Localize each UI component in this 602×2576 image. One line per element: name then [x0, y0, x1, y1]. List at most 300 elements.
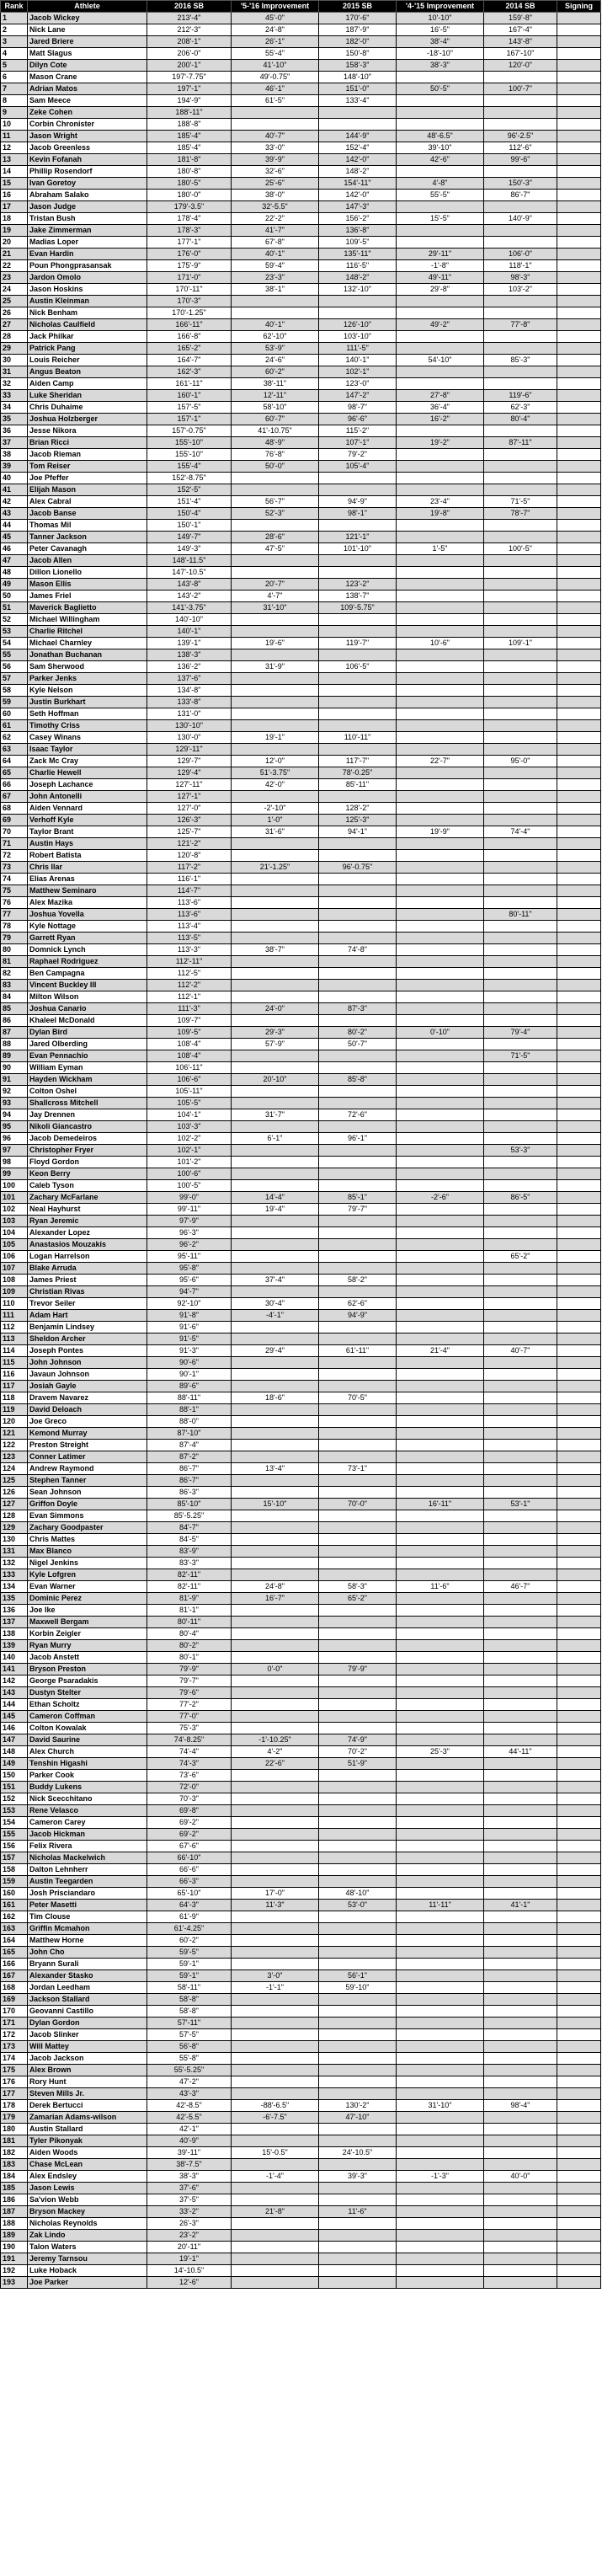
improvement-15-16-cell: 76'-8": [232, 449, 319, 461]
signing-cell: [557, 166, 601, 178]
signing-cell: [557, 1440, 601, 1451]
sb-2015-cell: [319, 1522, 397, 1534]
improvement-14-15-cell: 0'-10": [397, 1027, 484, 1039]
athlete-cell: Michael Charnley: [28, 638, 147, 649]
table-row: [1, 1923, 601, 1935]
improvement-15-16-cell: [232, 2006, 319, 2018]
col-header-athlete: Athlete: [28, 1, 147, 13]
sb-2014-cell: [484, 1098, 557, 1109]
improvement-15-16-cell: [232, 850, 319, 862]
athlete-cell: Bryson Mackey: [28, 2206, 147, 2218]
athlete-cell: Evan Warner: [28, 1581, 147, 1593]
improvement-15-16-cell: -1'-4": [232, 2171, 319, 2183]
rank-cell: 8: [1, 95, 28, 107]
rank-cell: 148: [1, 1746, 28, 1758]
sb-2014-cell: [484, 2065, 557, 2076]
sb-2016-cell: 77'-0": [147, 1711, 232, 1723]
improvement-15-16-cell: [232, 2194, 319, 2206]
rank-cell: 104: [1, 1227, 28, 1239]
athlete-cell: Alex Brown: [28, 2065, 147, 2076]
improvement-14-15-cell: [397, 2029, 484, 2041]
sb-2015-cell: 61'-11": [319, 1345, 397, 1357]
sb-2016-cell: 61'-4.25": [147, 1923, 232, 1935]
improvement-15-16-cell: [232, 520, 319, 532]
col-header-rank: Rank: [1, 1, 28, 13]
athlete-cell: Timothy Criss: [28, 720, 147, 732]
improvement-15-16-cell: -1'-1": [232, 1982, 319, 1994]
improvement-14-15-cell: [397, 1923, 484, 1935]
sb-2015-cell: [319, 2135, 397, 2147]
sb-2016-cell: 58'-8": [147, 2006, 232, 2018]
improvement-14-15-cell: 16'-11": [397, 1499, 484, 1510]
sb-2014-cell: [484, 1310, 557, 1322]
signing-cell: [557, 1581, 601, 1593]
athlete-cell: Joshua Yovella: [28, 909, 147, 921]
signing-cell: [557, 1923, 601, 1935]
table-row: [1, 543, 601, 555]
sb-2015-cell: [319, 909, 397, 921]
sb-2016-cell: 95'-6": [147, 1275, 232, 1286]
sb-2015-cell: 148'-10": [319, 72, 397, 83]
signing-cell: [557, 1003, 601, 1015]
sb-2016-cell: 130'-0": [147, 732, 232, 744]
improvement-14-15-cell: [397, 2088, 484, 2100]
sb-2014-cell: [484, 732, 557, 744]
sb-2015-cell: 119'-7": [319, 638, 397, 649]
table-row: [1, 567, 601, 579]
sb-2016-cell: 180'-0": [147, 190, 232, 201]
signing-cell: [557, 779, 601, 791]
sb-2015-cell: 48'-10": [319, 1888, 397, 1900]
improvement-15-16-cell: 67'-8": [232, 237, 319, 249]
improvement-15-16-cell: 61'-5": [232, 95, 319, 107]
sb-2015-cell: [319, 1263, 397, 1275]
table-row: [1, 1959, 601, 1970]
athlete-cell: Ryan Murry: [28, 1640, 147, 1652]
improvement-14-15-cell: [397, 425, 484, 437]
sb-2014-cell: [484, 1569, 557, 1581]
table-row: [1, 1782, 601, 1793]
sb-2014-cell: [484, 1617, 557, 1628]
sb-2015-cell: [319, 850, 397, 862]
table-row: [1, 2194, 601, 2206]
sb-2016-cell: 23'-2": [147, 2230, 232, 2242]
sb-2015-cell: 142'-0": [319, 154, 397, 166]
rank-cell: 52: [1, 614, 28, 626]
table-row: [1, 991, 601, 1003]
improvement-14-15-cell: 54'-10": [397, 355, 484, 366]
table-row: [1, 237, 601, 249]
sb-2016-cell: 91'-6": [147, 1322, 232, 1333]
improvement-15-16-cell: [232, 1699, 319, 1711]
signing-cell: [557, 956, 601, 968]
sb-2015-cell: 132'-10": [319, 284, 397, 296]
sb-2016-cell: 91'-3": [147, 1345, 232, 1357]
signing-cell: [557, 1510, 601, 1522]
improvement-15-16-cell: 31'-9": [232, 661, 319, 673]
table-row: [1, 2265, 601, 2277]
sb-2016-cell: 178'-4": [147, 213, 232, 225]
sb-2014-cell: 65'-2": [484, 1251, 557, 1263]
table-row: [1, 1581, 601, 1593]
athlete-cell: Tanner Jackson: [28, 532, 147, 543]
athlete-cell: Chris Mattes: [28, 1534, 147, 1546]
sb-2015-cell: [319, 119, 397, 131]
improvement-14-15-cell: 4'-8": [397, 178, 484, 190]
table-row: [1, 355, 601, 366]
signing-cell: [557, 1392, 601, 1404]
athlete-cell: Josh Prisciandaro: [28, 1888, 147, 1900]
improvement-14-15-cell: [397, 1451, 484, 1463]
table-row: [1, 1805, 601, 1817]
improvement-15-16-cell: 15'-10": [232, 1499, 319, 1510]
athlete-cell: Alex Church: [28, 1746, 147, 1758]
athlete-cell: Zeke Cohen: [28, 107, 147, 119]
improvement-15-16-cell: [232, 2029, 319, 2041]
rank-cell: 76: [1, 897, 28, 909]
improvement-15-16-cell: [232, 1876, 319, 1888]
improvement-14-15-cell: 11'-11": [397, 1900, 484, 1911]
improvement-15-16-cell: [232, 649, 319, 661]
athlete-cell: Alex Endsley: [28, 2171, 147, 2183]
athlete-cell: John Antonelli: [28, 791, 147, 803]
sb-2014-cell: 119'-6": [484, 390, 557, 402]
sb-2015-cell: 158'-3": [319, 60, 397, 72]
table-row: [1, 1864, 601, 1876]
sb-2016-cell: 80'-2": [147, 1640, 232, 1652]
sb-2014-cell: [484, 567, 557, 579]
improvement-15-16-cell: [232, 1475, 319, 1487]
table-row: [1, 2135, 601, 2147]
sb-2016-cell: 87'-4": [147, 1440, 232, 1451]
sb-2015-cell: [319, 1864, 397, 1876]
rank-cell: 15: [1, 178, 28, 190]
sb-2016-cell: 181'-8": [147, 154, 232, 166]
signing-cell: [557, 1145, 601, 1157]
signing-cell: [557, 1451, 601, 1463]
sb-2014-cell: [484, 1463, 557, 1475]
sb-2016-cell: 113'-6": [147, 909, 232, 921]
athlete-cell: Joe Greco: [28, 1416, 147, 1428]
sb-2016-cell: 81'-1": [147, 1605, 232, 1617]
athlete-cell: Evan Simmons: [28, 1510, 147, 1522]
improvement-14-15-cell: [397, 1734, 484, 1746]
sb-2014-cell: [484, 1829, 557, 1841]
sb-2015-cell: [319, 1852, 397, 1864]
improvement-15-16-cell: 20'-10": [232, 1074, 319, 1086]
improvement-14-15-cell: [397, 2277, 484, 2289]
rank-cell: 108: [1, 1275, 28, 1286]
signing-cell: [557, 614, 601, 626]
improvement-14-15-cell: [397, 1227, 484, 1239]
athlete-cell: Matthew Seminaro: [28, 885, 147, 897]
sb-2015-cell: 94'-9": [319, 1310, 397, 1322]
improvement-15-16-cell: 21'-8": [232, 2206, 319, 2218]
sb-2015-cell: [319, 1829, 397, 1841]
improvement-14-15-cell: [397, 626, 484, 638]
sb-2014-cell: [484, 2029, 557, 2041]
signing-cell: [557, 249, 601, 260]
signing-cell: [557, 119, 601, 131]
rank-cell: 97: [1, 1145, 28, 1157]
signing-cell: [557, 1864, 601, 1876]
improvement-15-16-cell: 12'-0": [232, 756, 319, 767]
sb-2014-cell: [484, 2206, 557, 2218]
sb-2015-cell: [319, 2088, 397, 2100]
improvement-14-15-cell: [397, 1369, 484, 1381]
sb-2014-cell: [484, 1216, 557, 1227]
sb-2015-cell: 140'-1": [319, 355, 397, 366]
sb-2014-cell: [484, 1675, 557, 1687]
sb-2014-cell: 167'-10": [484, 48, 557, 60]
sb-2014-cell: [484, 1204, 557, 1216]
sb-2016-cell: 148'-11.5": [147, 555, 232, 567]
improvement-15-16-cell: [232, 1227, 319, 1239]
athlete-cell: Brian Ricci: [28, 437, 147, 449]
table-row: [1, 874, 601, 885]
athlete-cell: Jason Hoskins: [28, 284, 147, 296]
signing-cell: [557, 579, 601, 591]
improvement-15-16-cell: 19'-4": [232, 1204, 319, 1216]
sb-2015-cell: [319, 1180, 397, 1192]
sb-2014-cell: [484, 1534, 557, 1546]
signing-cell: [557, 791, 601, 803]
sb-2014-cell: [484, 744, 557, 756]
table-row: [1, 1770, 601, 1782]
sb-2016-cell: 150'-1": [147, 520, 232, 532]
rank-cell: 116: [1, 1369, 28, 1381]
improvement-14-15-cell: [397, 225, 484, 237]
improvement-15-16-cell: [232, 484, 319, 496]
improvement-15-16-cell: 46'-1": [232, 83, 319, 95]
sb-2016-cell: 61'-9": [147, 1911, 232, 1923]
improvement-15-16-cell: [232, 1157, 319, 1168]
sb-2016-cell: 12'-6": [147, 2277, 232, 2289]
table-row: [1, 378, 601, 390]
sb-2016-cell: 90'-1": [147, 1369, 232, 1381]
sb-2014-cell: [484, 720, 557, 732]
sb-2014-cell: [484, 1298, 557, 1310]
sb-2014-cell: [484, 331, 557, 343]
rank-cell: 46: [1, 543, 28, 555]
sb-2016-cell: 59'-1": [147, 1959, 232, 1970]
sb-2015-cell: 58'-2": [319, 1275, 397, 1286]
table-row: [1, 673, 601, 685]
signing-cell: [557, 508, 601, 520]
athlete-cell: Charlie Hewell: [28, 767, 147, 779]
improvement-14-15-cell: [397, 579, 484, 591]
athlete-cell: Mason Ellis: [28, 579, 147, 591]
sb-2015-cell: [319, 2218, 397, 2230]
table-row: [1, 1027, 601, 1039]
improvement-14-15-cell: [397, 1404, 484, 1416]
sb-2016-cell: 176'-0": [147, 249, 232, 260]
signing-cell: [557, 2100, 601, 2112]
signing-cell: [557, 2253, 601, 2265]
improvement-15-16-cell: [232, 2230, 319, 2242]
athlete-cell: Ben Campagna: [28, 968, 147, 980]
improvement-15-16-cell: [232, 1864, 319, 1876]
table-row: [1, 968, 601, 980]
sb-2016-cell: 59'-1": [147, 1970, 232, 1982]
table-row: [1, 720, 601, 732]
sb-2016-cell: 26'-3": [147, 2218, 232, 2230]
sb-2016-cell: 133'-8": [147, 697, 232, 708]
sb-2015-cell: [319, 2159, 397, 2171]
signing-cell: [557, 1121, 601, 1133]
athlete-cell: Javaun Johnson: [28, 1369, 147, 1381]
improvement-15-16-cell: [232, 1180, 319, 1192]
sb-2016-cell: 57'-11": [147, 2018, 232, 2029]
improvement-14-15-cell: [397, 1911, 484, 1923]
signing-cell: [557, 390, 601, 402]
signing-cell: [557, 1876, 601, 1888]
sb-2014-cell: [484, 614, 557, 626]
sb-2015-cell: [319, 1770, 397, 1782]
sb-2016-cell: 208'-1": [147, 36, 232, 48]
table-row: [1, 60, 601, 72]
sb-2014-cell: 98'-4": [484, 2100, 557, 2112]
sb-2016-cell: 80'-1": [147, 1652, 232, 1664]
rank-cell: 20: [1, 237, 28, 249]
signing-cell: [557, 260, 601, 272]
table-row: [1, 272, 601, 284]
athlete-cell: Jared Briere: [28, 36, 147, 48]
athlete-cell: Isaac Taylor: [28, 744, 147, 756]
signing-cell: [557, 83, 601, 95]
improvement-15-16-cell: [232, 1487, 319, 1499]
sb-2016-cell: 97'-9": [147, 1216, 232, 1227]
sb-2014-cell: [484, 1734, 557, 1746]
sb-2014-cell: 40'-7": [484, 1345, 557, 1357]
improvement-14-15-cell: [397, 1168, 484, 1180]
table-row: [1, 1841, 601, 1852]
sb-2014-cell: [484, 95, 557, 107]
athlete-cell: Joshua Canario: [28, 1003, 147, 1015]
improvement-15-16-cell: [232, 991, 319, 1003]
sb-2016-cell: 113'-4": [147, 921, 232, 933]
sb-2015-cell: 105'-4": [319, 461, 397, 473]
sb-2015-cell: [319, 1876, 397, 1888]
sb-2016-cell: 79'-9": [147, 1664, 232, 1675]
athlete-cell: Dominic Perez: [28, 1593, 147, 1605]
sb-2014-cell: [484, 1640, 557, 1652]
rank-cell: 100: [1, 1180, 28, 1192]
sb-2014-cell: 71'-5": [484, 1050, 557, 1062]
sb-2014-cell: 120'-0": [484, 60, 557, 72]
sb-2016-cell: 117'-2": [147, 862, 232, 874]
athlete-cell: Elijah Mason: [28, 484, 147, 496]
sb-2014-cell: [484, 296, 557, 307]
signing-cell: [557, 1074, 601, 1086]
sb-2016-cell: 177'-1": [147, 237, 232, 249]
improvement-14-15-cell: [397, 2265, 484, 2277]
table-row: [1, 1829, 601, 1841]
sb-2014-cell: [484, 649, 557, 661]
table-row: [1, 638, 601, 649]
sb-2015-cell: [319, 2265, 397, 2277]
rank-cell: 34: [1, 402, 28, 414]
table-row: [1, 2076, 601, 2088]
improvement-14-15-cell: [397, 1876, 484, 1888]
rank-cell: 40: [1, 473, 28, 484]
rank-cell: 82: [1, 968, 28, 980]
rank-cell: 178: [1, 2100, 28, 2112]
signing-cell: [557, 602, 601, 614]
sb-2014-cell: [484, 1333, 557, 1345]
improvement-14-15-cell: [397, 1723, 484, 1734]
sb-2016-cell: 206'-0": [147, 48, 232, 60]
table-row: [1, 897, 601, 909]
signing-cell: [557, 520, 601, 532]
improvement-15-16-cell: [232, 1239, 319, 1251]
rank-cell: 93: [1, 1098, 28, 1109]
sb-2014-cell: [484, 767, 557, 779]
improvement-15-16-cell: 40'-1": [232, 319, 319, 331]
sb-2015-cell: [319, 484, 397, 496]
table-row: [1, 602, 601, 614]
table-row: [1, 1817, 601, 1829]
rank-cell: 112: [1, 1322, 28, 1333]
improvement-15-16-cell: [232, 1723, 319, 1734]
improvement-15-16-cell: 20'-7": [232, 579, 319, 591]
table-row: [1, 449, 601, 461]
sb-2015-cell: [319, 1935, 397, 1947]
signing-cell: [557, 437, 601, 449]
rank-cell: 141: [1, 1664, 28, 1675]
table-row: [1, 178, 601, 190]
rank-cell: 180: [1, 2124, 28, 2135]
improvement-14-15-cell: [397, 95, 484, 107]
table-row: [1, 1357, 601, 1369]
improvement-15-16-cell: 38'-7": [232, 944, 319, 956]
sb-2015-cell: [319, 1369, 397, 1381]
rank-cell: 153: [1, 1805, 28, 1817]
improvement-14-15-cell: 36'-4": [397, 402, 484, 414]
improvement-15-16-cell: 58'-10": [232, 402, 319, 414]
athlete-cell: Jack Philkar: [28, 331, 147, 343]
improvement-14-15-cell: [397, 1098, 484, 1109]
improvement-14-15-cell: [397, 2183, 484, 2194]
sb-2016-cell: 111'-3": [147, 1003, 232, 1015]
rank-cell: 177: [1, 2088, 28, 2100]
athlete-cell: Peter Cavanagh: [28, 543, 147, 555]
rank-cell: 133: [1, 1569, 28, 1581]
rank-cell: 147: [1, 1734, 28, 1746]
sb-2016-cell: 138'-3": [147, 649, 232, 661]
sb-2015-cell: [319, 1216, 397, 1227]
sb-2016-cell: 80'-4": [147, 1628, 232, 1640]
rank-cell: 31: [1, 366, 28, 378]
rank-cell: 111: [1, 1310, 28, 1322]
improvement-15-16-cell: 52'-3": [232, 508, 319, 520]
improvement-15-16-cell: [232, 1617, 319, 1628]
improvement-15-16-cell: 45'-0": [232, 13, 319, 24]
athlete-cell: Alex Cabral: [28, 496, 147, 508]
signing-cell: [557, 95, 601, 107]
sb-2016-cell: 85'-5.25": [147, 1510, 232, 1522]
sb-2015-cell: [319, 2076, 397, 2088]
athlete-cell: Conner Latimer: [28, 1451, 147, 1463]
signing-cell: [557, 1935, 601, 1947]
sb-2015-cell: [319, 921, 397, 933]
improvement-14-15-cell: 16'-2": [397, 414, 484, 425]
sb-2016-cell: 94'-7": [147, 1286, 232, 1298]
signing-cell: [557, 178, 601, 190]
rank-cell: 170: [1, 2006, 28, 2018]
improvement-15-16-cell: 31'-7": [232, 1109, 319, 1121]
sb-2015-cell: 126'-10": [319, 319, 397, 331]
